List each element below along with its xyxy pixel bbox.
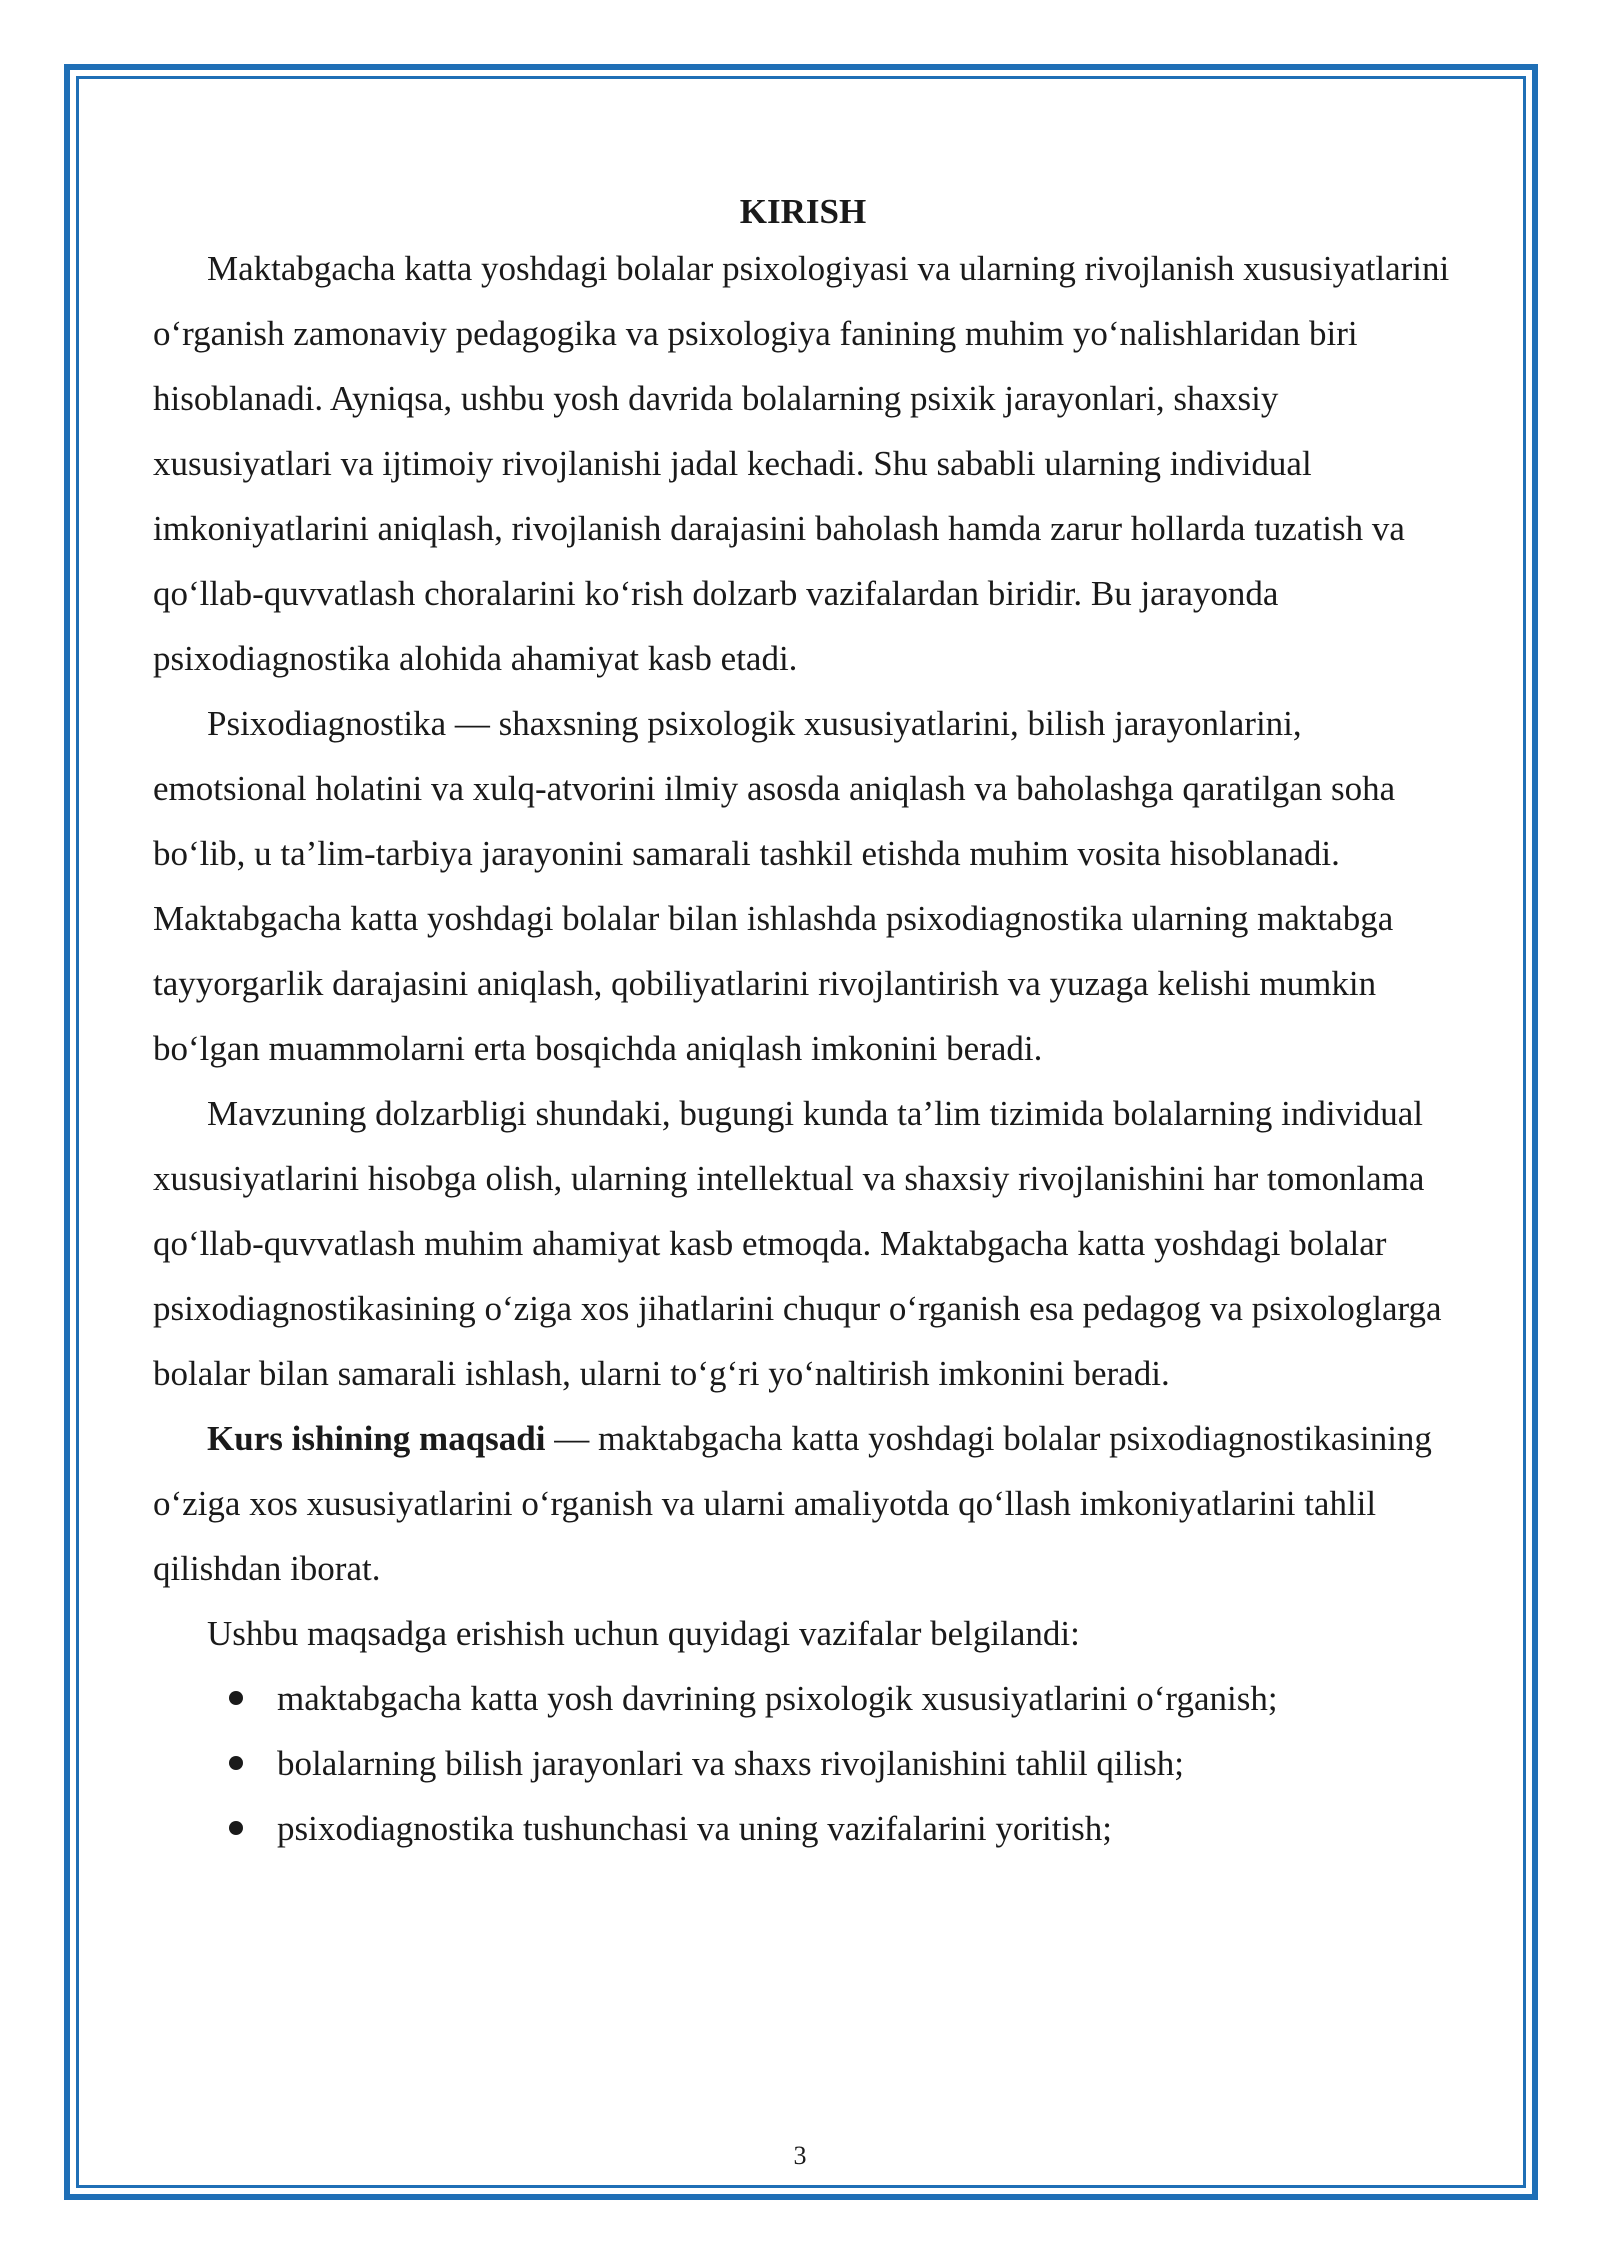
paragraph-psixodiagnostika: Psixodiagnostika — shaxsning psixologik xususiyatlarini, bilish jarayonlarini, emotsional holatini va xulq-atvorini ilmiy asosda aniqlash va baholashga qaratilgan soha bo‘lib, u ta’lim-tarbiya jarayonini samarali tashkil etishda muhim vosita hisoblanadi. Maktabgacha katta yoshdagi bolalar bilan ishlashda psixodiagnostika ularning maktabga tayyorgarlik darajasini aniqlash, qobiliyatlarini rivojlantirish va yuzaga kelishi mumkin bo‘lgan muammolarni erta bosqichda aniqlash imkonini beradi.	[153, 704, 1396, 1068]
tasks-list	[153, 1666, 1453, 1861]
goal-lead: Kurs ishining maqsadi	[207, 1419, 546, 1458]
bullet-icon	[229, 1821, 243, 1835]
goal-text: — maktabgacha katta yoshdagi bolalar psixodiagnostikasining o‘ziga xos xususiyatlarini o‘rganish va ularni amaliyotda qo‘llash imkoniyatlarini tahlil qilishdan iborat.	[153, 1419, 1432, 1588]
task-text: maktabgacha katta yosh davrining psixologik xususiyatlarini o‘rganish;	[277, 1679, 1278, 1718]
tasks-intro: Ushbu maqsadga erishish uchun quyidagi vazifalar belgilandi:	[207, 1614, 1080, 1653]
bullet-icon	[229, 1756, 243, 1770]
section-heading: KIRISH	[739, 192, 867, 231]
page-number: 3	[793, 2141, 807, 2170]
list-item	[153, 1796, 1453, 1861]
document-body	[153, 188, 1453, 1861]
bullet-icon	[229, 1691, 243, 1705]
list-item	[153, 1731, 1453, 1796]
task-text: psixodiagnostika tushunchasi va uning vazifalarini yoritish;	[277, 1809, 1112, 1848]
task-text: bolalarning bilish jarayonlari va shaxs rivojlanishini tahlil qilish;	[277, 1744, 1184, 1783]
list-item	[153, 1666, 1453, 1731]
paragraph-dolzarblik: Mavzuning dolzarbligi shundaki, bugungi kunda ta’lim tizimida bolalarning individual xususiyatlarini hisobga olish, ularning intellektual va shaxsiy rivojlanishini har tomonlama qo‘llab-quvvatlash muhim ahamiyat kasb etmoqda. Maktabgacha katta yoshdagi bolalar psixodiagnostikasining o‘ziga xos jihatlarini chuqur o‘rganish esa pedagog va psixologlarga bolalar bilan samarali ishlash, ularni to‘g‘ri yo‘naltirish imkonini beradi.	[153, 1094, 1442, 1393]
paragraph-goal	[153, 1406, 1453, 1601]
paragraph-intro: Maktabgacha katta yoshdagi bolalar psixologiyasi va ularning rivojlanish xususiyatlarini o‘rganish zamonaviy pedagogika va psixologiya fanining muhim yo‘nalishlaridan biri hisoblanadi. Ayniqsa, ushbu yosh davrida bolalarning psixik jarayonlari, shaxsiy xususiyatlari va ijtimoiy rivojlanishi jadal kechadi. Shu sababli ularning individual imkoniyatlarini aniqlash, rivojlanish darajasini baholash hamda zarur hollarda tuzatish va qo‘llab-quvvatlash choralarini ko‘rish dolzarb vazifalardan biridir. Bu jarayonda psixodiagnostika alohida ahamiyat kasb etadi.	[153, 249, 1450, 678]
